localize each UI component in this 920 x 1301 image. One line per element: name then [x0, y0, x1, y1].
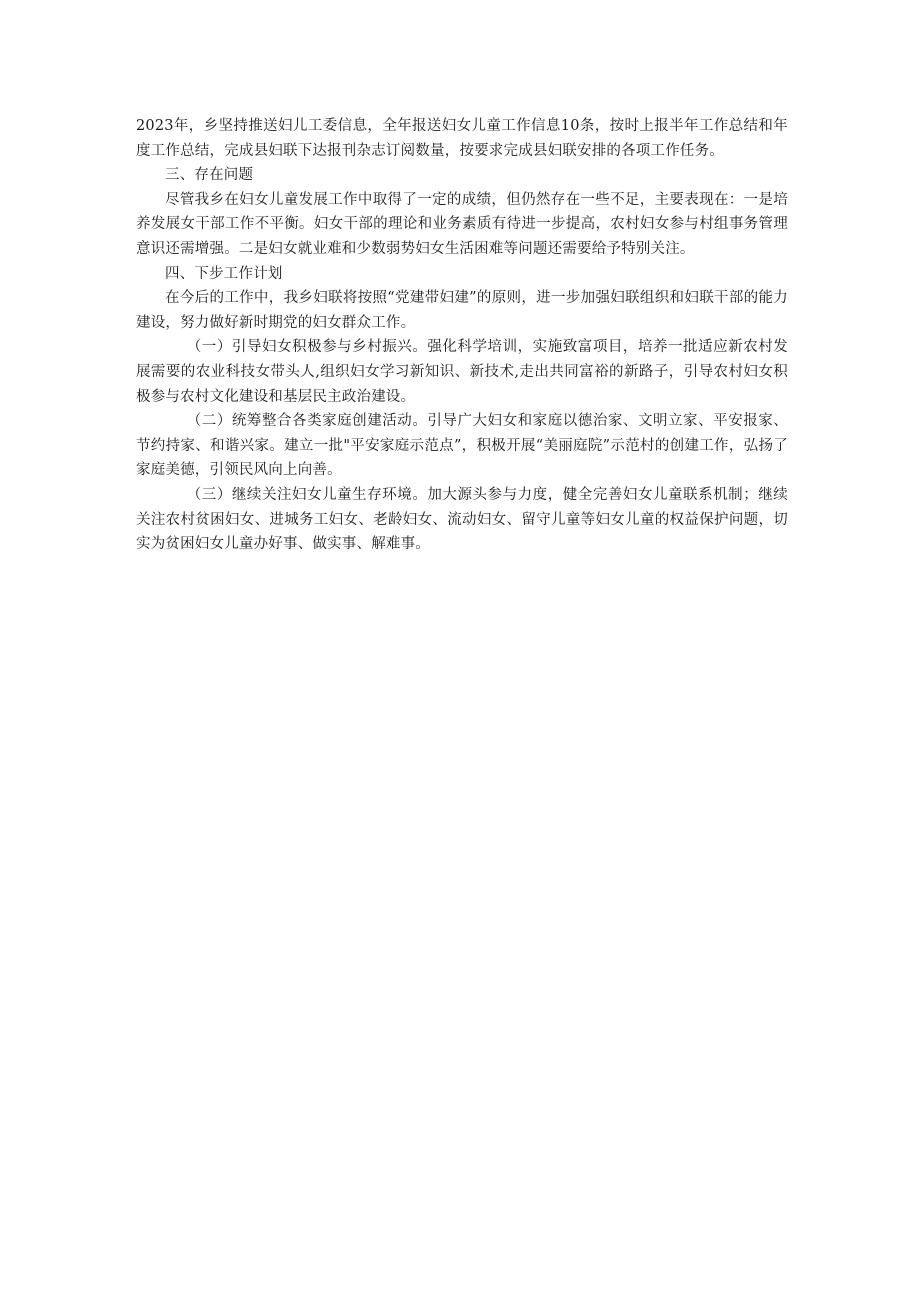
- paragraph-plan-item-2: （二）统筹整合各类家庭创建活动。引导广大妇女和家庭以德治家、文明立家、平安报家、节约持家、和谐兴家。建立一批"平安家庭示范点”，积极开展“美丽庭院”示范村的创建工作，弘扬了家庭美德，引领民风向上向善。: [136, 413, 788, 479]
- paragraph-plan-item-1: （一）引导妇女积极参与乡村振兴。强化科学培训，实施致富项目，培养一批适应新农村发展需要的农业科技女带头人,组织妇女学习新知识、新技术,走出共同富裕的新路子，引导农村妇女积极参与农村文化建设和基层民主政治建设。: [136, 339, 788, 405]
- section-heading-plan: 四、下步工作计划: [165, 265, 283, 282]
- paragraph-plan-item-3: （三）继续关注妇女儿童生存环境。加大源头参与力度，健全完善妇女儿童联系机制；继续关注农村贫困妇女、进城务工妇女、老龄妇女、流动妇女、留守儿童等妇女儿童的权益保护问题，切实为贫困妇女儿童办好事、做实事、解难事。: [136, 486, 788, 553]
- paragraph-plan-intro: 在今后的工作中，我乡妇联将按照“党建带妇建”的原则，进一步加强妇联组织和妇联干部的能力建设，努力做好新时期党的妇女群众工作。: [136, 290, 788, 331]
- paragraph-info-report: 2023年，乡坚持推送妇儿工委信息，全年报送妇女儿童工作信息10条，按时上报半年工作总结和年度工作总结，完成县妇联下达报刊杂志订阅数量，按要求完成县妇联安排的各项工作任务。: [136, 118, 788, 159]
- document-body: [136, 114, 788, 557]
- section-heading-problems: 三、存在问题: [165, 167, 254, 184]
- paragraph-problems: 尽管我乡在妇女儿童发展工作中取得了一定的成绩，但仍然存在一些不足，主要表现在：一是培养发展女干部工作不平衡。妇女干部的理论和业务素质有待进一步提高，农村妇女参与村组事务管理意识还需增强。二是妇女就业难和少数弱势妇女生活困难等问题还需要给予特别关注。: [136, 191, 788, 257]
